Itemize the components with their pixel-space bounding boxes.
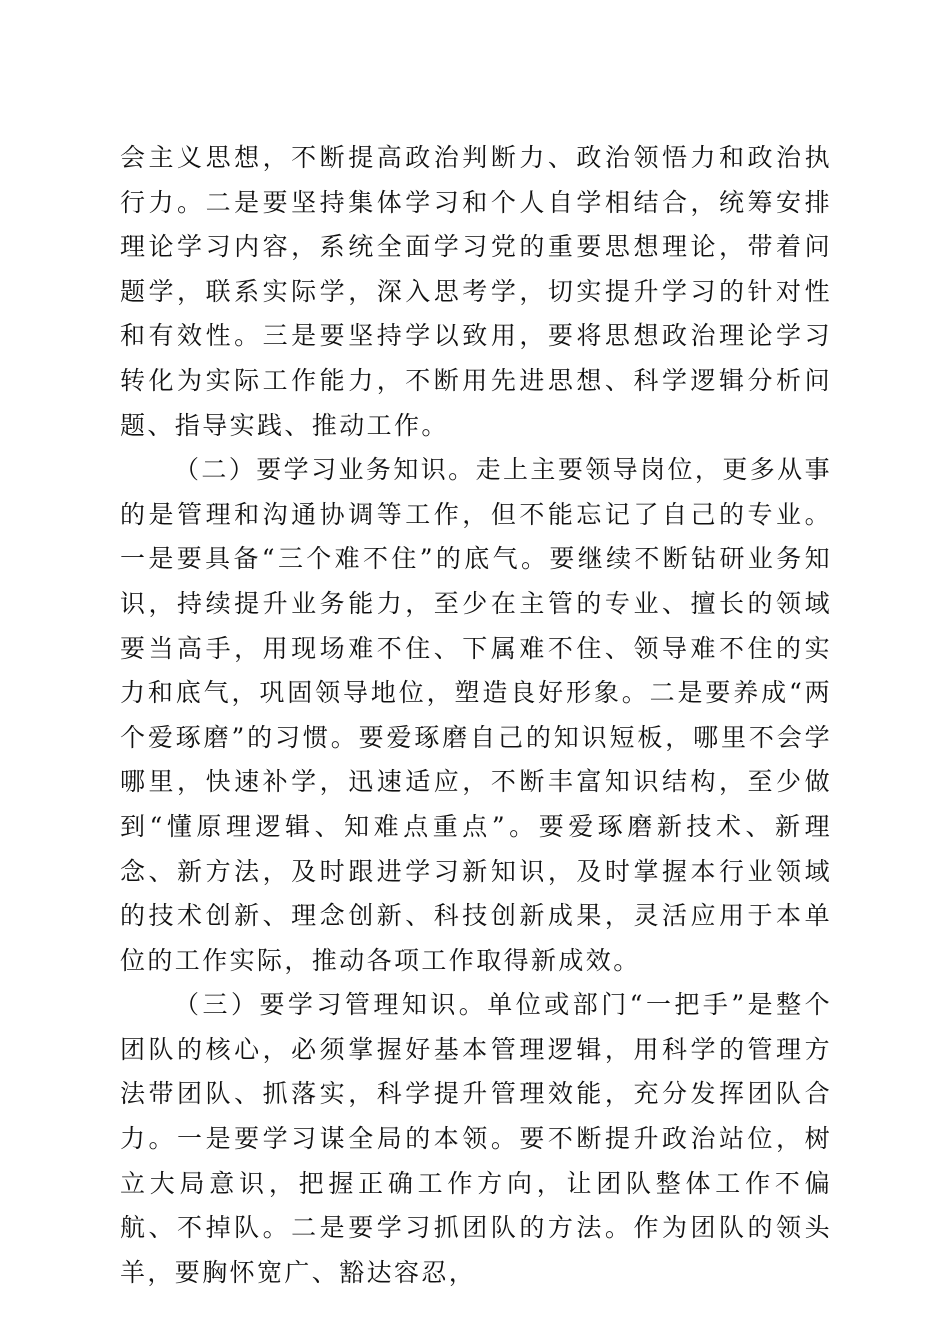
document-page (120, 136, 832, 1295)
paragraph-1-text: 会主义思想，不断提高政治判断力、政治领悟力和政治执行力。二是要坚持集体学习和个人自学相结合，统筹安排理论学习内容，系统全面学习党的重要思想理论，带着问题学，联系实际学，深入思考学，切实提升学习的针对性和有效性。三是要坚持学以致用，要将思想政治理论学习转化为实际工作能力，不断用先进思想、科学逻辑分析问题、指导实践、推动工作。 (120, 143, 832, 440)
paragraph-3-text: 单位或部门“一把手”是整个团队的核心，必须掌握好基本管理逻辑，用科学的管理方法带团队、抓落实，科学提升管理效能，充分发挥团队合力。一是要学习谋全局的本领。要不断提升政治站位，树立大局意识，把握正确工作方向，让团队整体工作不偏航、不掉队。二是要学习抓团队的方法。作为团队的领头羊，要胸怀宽广、豁达容忍， (120, 990, 832, 1287)
paragraph-2-text: 走上主要领导岗位，更多从事的是管理和沟通协调等工作，但不能忘记了自己的专业。一是要具备“三个难不住”的底气。要继续不断钻研业务知识，持续提升业务能力，至少在主管的专业、擅长的领域要当高手，用现场难不住、下属难不住、领导难不住的实力和底气，巩固领导地位，塑造良好形象。二是要养成“两个爱琢磨”的习惯。要爱琢磨自己的知识短板，哪里不会学哪里，快速补学，迅速适应，不断丰富知识结构，至少做到“懂原理逻辑、知难点重点”。要爱琢磨新技术、新理念、新方法，及时跟进学习新知识，及时掌握本行业领域的技术创新、理念创新、科技创新成果，灵活应用于本单位的工作实际，推动各项工作取得新成效。 (120, 455, 832, 975)
paragraph-2 (120, 448, 832, 983)
paragraph-3 (120, 983, 832, 1295)
paragraph-1 (120, 136, 832, 448)
paragraph-3-heading: （三）要学习管理知识。 (174, 990, 488, 1020)
paragraph-2-heading: （二）要学习业务知识。 (174, 455, 476, 485)
